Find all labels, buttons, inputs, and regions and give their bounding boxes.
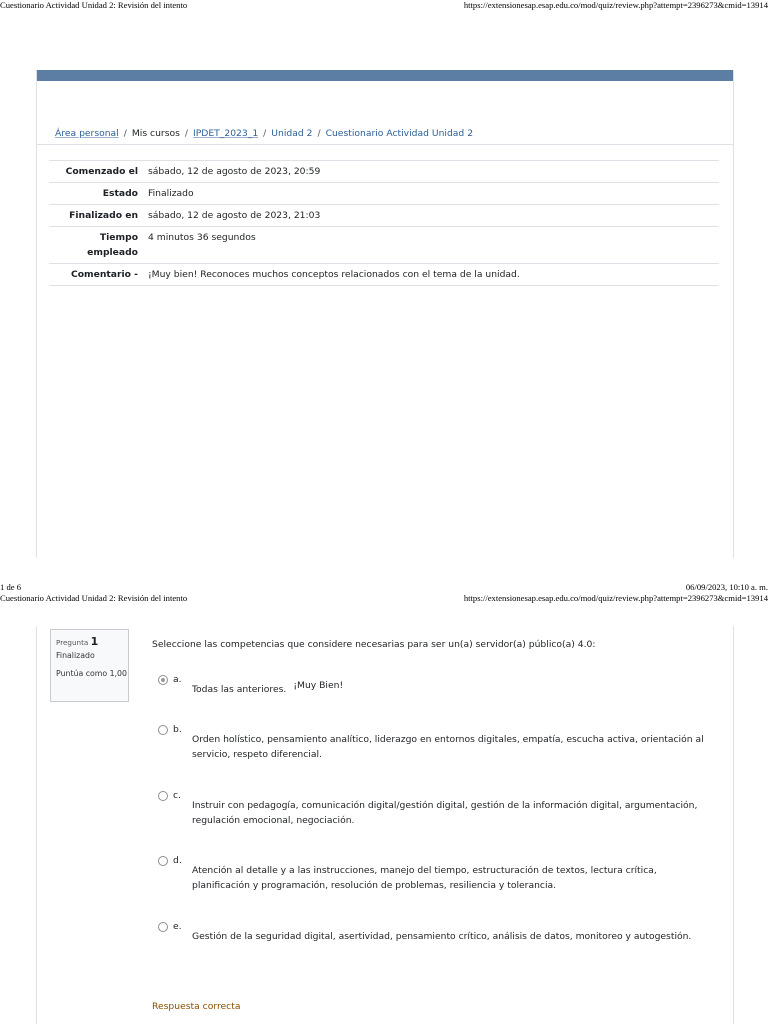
answer-label: d. [173, 855, 182, 866]
radio-selected-icon[interactable] [158, 675, 168, 685]
question-state: Finalizado [56, 651, 95, 660]
question-number-value: 1 [90, 635, 99, 648]
summary-label: Comentario - [71, 269, 138, 280]
print-url: https://extensionesap.esap.edu.co/mod/quiz/review.php?attempt=2396273&cmid=13914 [463, 0, 768, 10]
summary-row-finished [49, 205, 719, 227]
answer-label: e. [173, 921, 182, 932]
summary-row-comment [49, 264, 719, 286]
answer-text-value: Todas las anteriores. [192, 684, 287, 695]
answer-feedback: ¡Muy Bien! [293, 680, 344, 691]
radio-icon[interactable] [158, 922, 168, 932]
summary-label: Estado [102, 188, 138, 199]
summary-value: sábado, 12 de agosto de 2023, 20:59 [148, 166, 321, 177]
summary-row-time [49, 227, 719, 264]
summary-row-state [49, 183, 719, 205]
answer-text: Instruir con pedagogía, comunicación digital/gestión digital, gestión de la información digital, argumentación, regulación emocional, negociación. [192, 800, 698, 826]
answer-text: Orden holístico, pensamiento analítico, liderazgo en entornos digitales, empatía, escucha activa, orientación al servicio, respeto diferencial. [192, 734, 704, 760]
summary-value: sábado, 12 de agosto de 2023, 21:03 [148, 210, 321, 221]
radio-icon[interactable] [158, 725, 168, 735]
summary-label: Tiempo empleado [87, 232, 138, 258]
question-info-box [50, 629, 129, 702]
summary-label: Finalizado en [69, 210, 138, 221]
answer-label: a. [173, 674, 182, 685]
breadcrumb-divider: / [123, 128, 127, 139]
summary-label: Comenzado el [65, 166, 138, 177]
attempt-summary-table [49, 160, 719, 286]
breadcrumb [55, 128, 473, 139]
radio-icon[interactable] [158, 856, 168, 866]
print-header [0, 593, 768, 605]
breadcrumb-divider: / [263, 128, 267, 139]
radio-icon[interactable] [158, 791, 168, 801]
question-card [36, 626, 734, 1024]
answer-text: Gestión de la seguridad digital, asertividad, pensamiento crítico, análisis de datos, monitoreo y autogestión. [192, 931, 692, 942]
answer-text: Atención al detalle y a las instrucciones, manejo del tiempo, estructuración de textos, lectura crítica, planificación y programación, resolución de problemas, resiliencia y tolerancia. [192, 865, 657, 891]
print-title: Cuestionario Actividad Unidad 2: Revisión del intento [0, 0, 188, 10]
answer-label: b. [173, 724, 182, 735]
breadcrumb-quiz-link[interactable]: Cuestionario Actividad Unidad 2 [325, 128, 474, 139]
summary-value: Finalizado [148, 188, 194, 199]
print-header [0, 0, 768, 12]
header-separator [37, 144, 733, 145]
print-page-number: 1 de 6 [0, 582, 22, 592]
print-url: https://extensionesap.esap.edu.co/mod/quiz/review.php?attempt=2396273&cmid=13914 [463, 593, 768, 603]
summary-value: ¡Muy bien! Reconoces muchos conceptos relacionados con el tema de la unidad. [148, 269, 520, 280]
breadcrumb-home-link[interactable]: Área personal [55, 128, 119, 139]
print-datetime: 06/09/2023, 10:10 a. m. [685, 582, 768, 592]
breadcrumb-unit-link[interactable]: Unidad 2 [271, 128, 313, 139]
question-outcome: Respuesta correcta [152, 1001, 241, 1012]
summary-value: 4 minutos 36 segundos [148, 232, 256, 243]
question-grade: Puntúa como 1,00 [56, 669, 127, 678]
question-text: Seleccione las competencias que considere necesarias para ser un(a) servidor(a) público(a) 4.0: [152, 639, 596, 650]
question-prefix: Pregunta [56, 638, 89, 647]
answer-label: c. [173, 790, 181, 801]
question-number [56, 635, 128, 648]
summary-row-started [49, 161, 719, 183]
breadcrumb-divider: / [317, 128, 321, 139]
header-bar [37, 70, 733, 81]
breadcrumb-mycourses: Mis cursos [131, 128, 180, 139]
quiz-review-card [36, 70, 734, 558]
print-title: Cuestionario Actividad Unidad 2: Revisión del intento [0, 593, 188, 603]
breadcrumb-divider: / [184, 128, 189, 139]
answer-text [192, 682, 707, 697]
breadcrumb-course-link[interactable]: IPDET_2023_1 [193, 128, 259, 139]
